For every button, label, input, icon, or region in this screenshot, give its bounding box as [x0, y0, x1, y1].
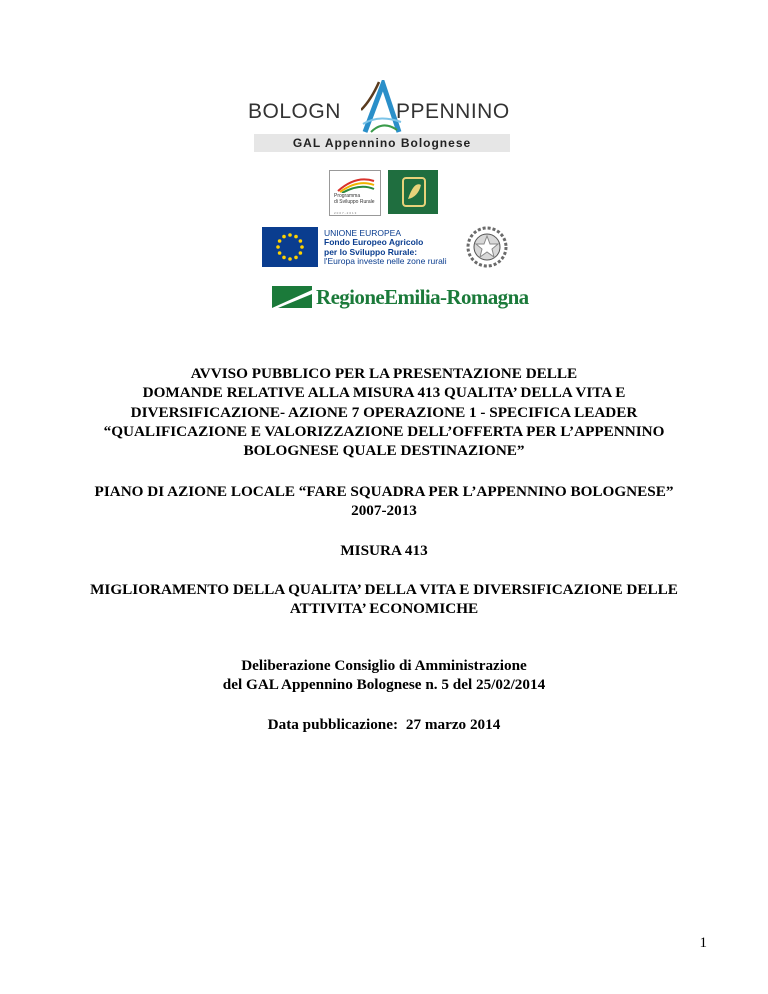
- page-number: 1: [699, 935, 707, 951]
- title-line: DOMANDE RELATIVE ALLA MISURA 413 QUALITA’ DELLA VITA E: [142, 384, 626, 402]
- psr-line-3: 2007-2013: [334, 211, 358, 215]
- deliberation-line: del GAL Appennino Bolognese n. 5 del 25/02/2014: [222, 676, 546, 694]
- publication-date-value: 27 marzo 2014: [405, 716, 501, 733]
- misura-heading: [60, 541, 708, 560]
- leader-logo: [388, 170, 438, 214]
- region-flag-icon: [272, 286, 312, 308]
- title-line: BOLOGNESE QUALE DESTINAZIONE”: [243, 442, 525, 460]
- italian-republic-emblem-icon: [465, 225, 509, 269]
- psr-line-2: di Sviluppo Rurale: [334, 199, 375, 205]
- deliberation: [60, 656, 708, 695]
- region-name: RegioneEmilia-Romagna: [316, 285, 529, 309]
- programma-sviluppo-rurale-logo: [329, 170, 381, 216]
- psr-line-1: Programma: [334, 193, 361, 199]
- eu-line-1: UNIONE EUROPEA: [324, 228, 401, 238]
- title-line: AVVISO PUBBLICO PER LA PRESENTAZIONE DELLE: [190, 365, 578, 382]
- misura-desc-line: ATTIVITA’ ECONOMICHE: [289, 600, 479, 618]
- gal-appennino-logo: [248, 80, 518, 156]
- regione-emilia-romagna-logo: [272, 284, 529, 310]
- logo-word-right: PPENNINO: [396, 100, 510, 123]
- plan-heading: [60, 482, 708, 521]
- eu-line-2: Fondo Europeo Agricolo: [324, 237, 424, 248]
- publication-label: Data pubblicazione:: [267, 716, 399, 733]
- misura-desc-line: MIGLIORAMENTO DELLA QUALITA’ DELLA VITA E DIVERSIFICAZIONE DELLE: [90, 581, 678, 598]
- deliberation-line: Deliberazione Consiglio di Amministrazione: [241, 657, 527, 674]
- eu-stars-icon: [262, 227, 318, 267]
- misura-label: MISURA 413: [340, 542, 428, 559]
- logo-word-left: BOLOGN: [248, 100, 341, 123]
- eu-fund-text: [324, 229, 447, 266]
- misura-description: [60, 580, 708, 619]
- publication-date: [60, 715, 708, 734]
- plan-line: PIANO DI AZIONE LOCALE “FARE SQUADRA PER L’APPENNINO BOLOGNESE”: [94, 483, 674, 500]
- document-title: [60, 364, 708, 460]
- logo-subtitle-band: [254, 134, 510, 152]
- title-line: DIVERSIFICAZIONE- AZIONE 7 OPERAZIONE 1 - SPECIFICA LEADER: [130, 403, 638, 421]
- psr-swoosh-icon: [336, 175, 376, 193]
- title-line: “QUALIFICAZIONE E VALORIZZAZIONE DELL’OFFERTA PER L’APPENNINO: [103, 422, 665, 440]
- plan-line: 2007-2013: [351, 502, 417, 520]
- eu-flag-logo: [262, 227, 318, 267]
- logo-subtitle: GAL Appennino Bolognese: [292, 136, 472, 150]
- eu-line-3: per lo Sviluppo Rurale:: [324, 246, 418, 257]
- leader-leaf-icon: [402, 177, 426, 207]
- eu-line-4: l'Europa investe nelle zone rurali: [324, 255, 447, 266]
